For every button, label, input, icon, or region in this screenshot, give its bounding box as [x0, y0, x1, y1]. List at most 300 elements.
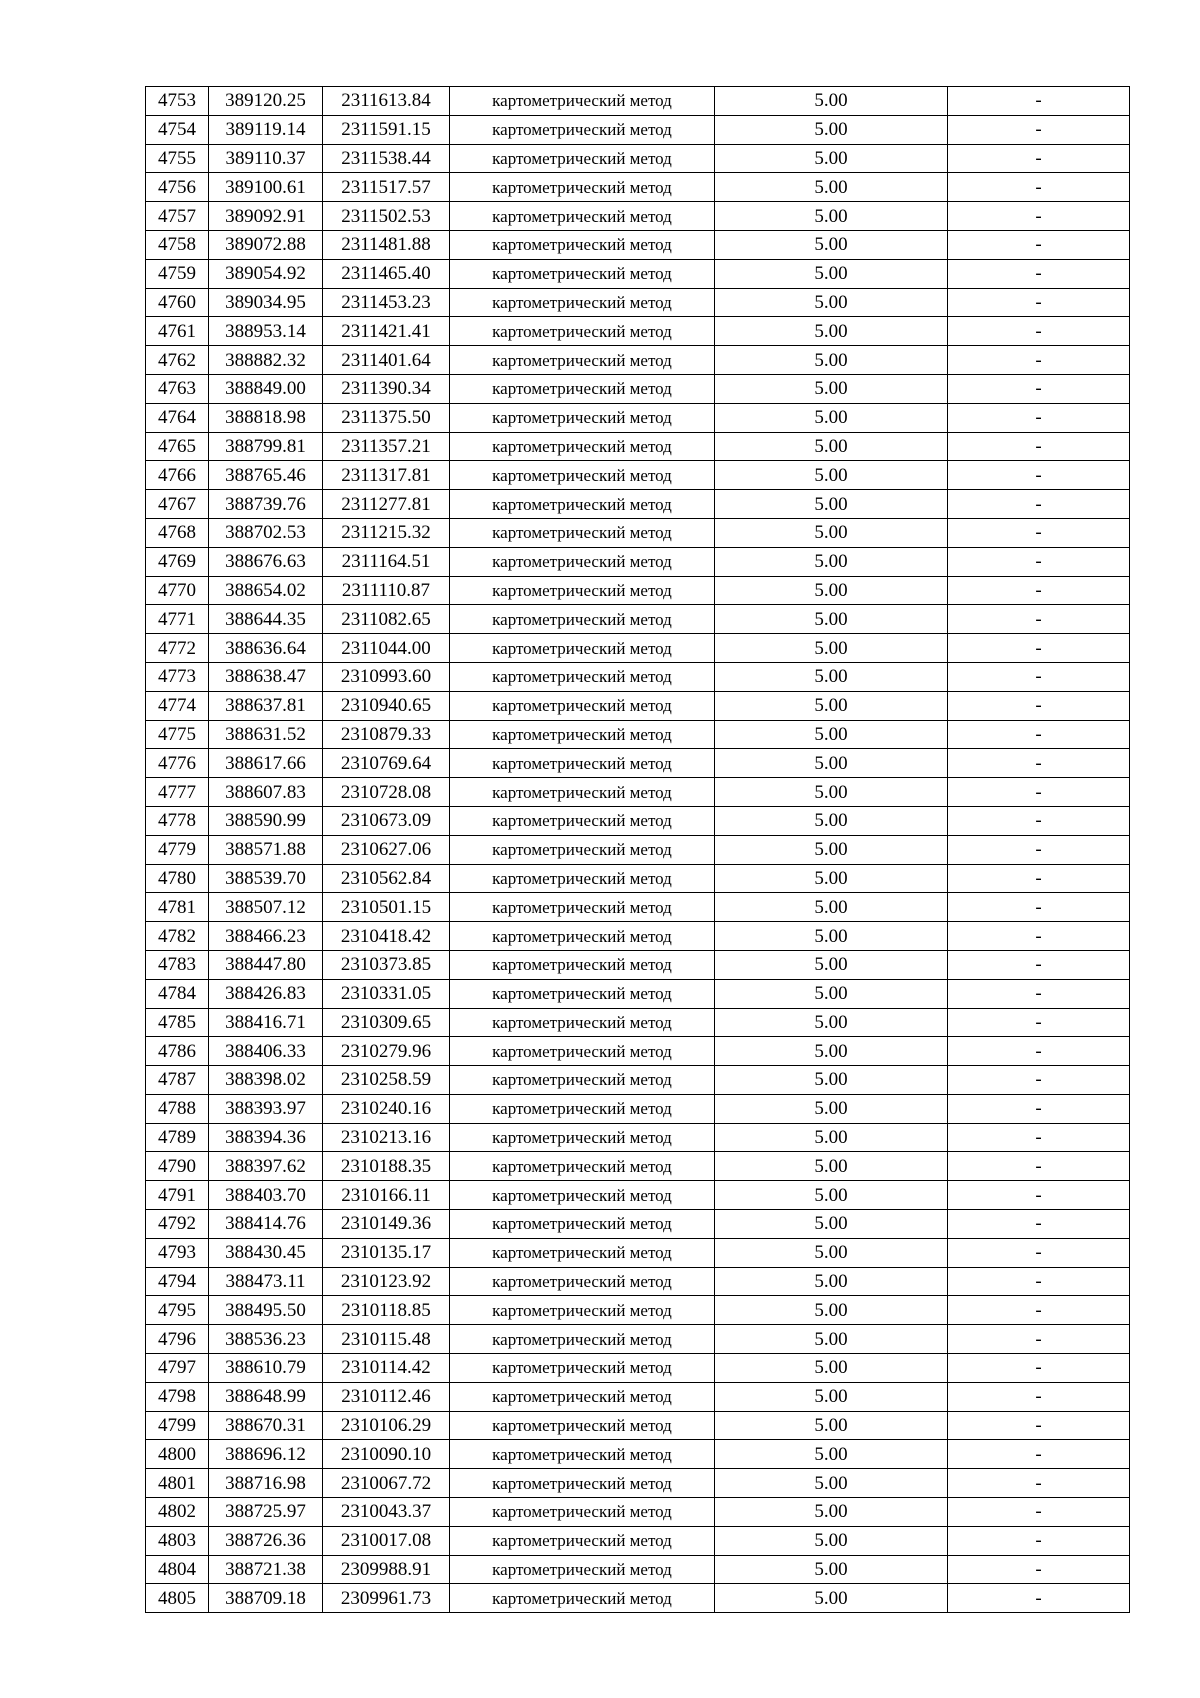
note-cell: -: [948, 1066, 1130, 1095]
accuracy-cell: 5.00: [715, 461, 948, 490]
y-coordinate-cell: 2310258.59: [323, 1066, 450, 1095]
table-row: [146, 864, 1130, 893]
accuracy-cell: 5.00: [715, 1123, 948, 1152]
note-cell: -: [948, 230, 1130, 259]
accuracy-cell: 5.00: [715, 1008, 948, 1037]
x-coordinate-cell: 388398.02: [209, 1066, 323, 1095]
table-row: [146, 374, 1130, 403]
method-cell: картометрический метод: [450, 662, 715, 691]
table-row: [146, 806, 1130, 835]
y-coordinate-cell: 2310240.16: [323, 1094, 450, 1123]
method-cell: картометрический метод: [450, 1526, 715, 1555]
y-coordinate-cell: 2310115.48: [323, 1325, 450, 1354]
note-cell: -: [948, 950, 1130, 979]
method-cell: картометрический метод: [450, 893, 715, 922]
table-row: [146, 346, 1130, 375]
x-coordinate-cell: 388709.18: [209, 1584, 323, 1613]
x-coordinate-cell: 388739.76: [209, 490, 323, 519]
point-number-cell: 4804: [146, 1555, 209, 1584]
x-coordinate-cell: 388430.45: [209, 1238, 323, 1267]
x-coordinate-cell: 389092.91: [209, 202, 323, 231]
y-coordinate-cell: 2310067.72: [323, 1469, 450, 1498]
x-coordinate-cell: 388536.23: [209, 1325, 323, 1354]
point-number-cell: 4797: [146, 1354, 209, 1383]
note-cell: -: [948, 547, 1130, 576]
table-row: [146, 518, 1130, 547]
note-cell: -: [948, 1210, 1130, 1239]
coordinates-table-body: [146, 87, 1130, 1613]
point-number-cell: 4764: [146, 403, 209, 432]
method-cell: картометрический метод: [450, 202, 715, 231]
table-row: [146, 691, 1130, 720]
accuracy-cell: 5.00: [715, 259, 948, 288]
note-cell: -: [948, 317, 1130, 346]
note-cell: -: [948, 1325, 1130, 1354]
x-coordinate-cell: 388654.02: [209, 576, 323, 605]
accuracy-cell: 5.00: [715, 864, 948, 893]
table-row: [146, 1469, 1130, 1498]
accuracy-cell: 5.00: [715, 1267, 948, 1296]
accuracy-cell: 5.00: [715, 605, 948, 634]
method-cell: картометрический метод: [450, 1238, 715, 1267]
x-coordinate-cell: 388636.64: [209, 634, 323, 663]
accuracy-cell: 5.00: [715, 202, 948, 231]
accuracy-cell: 5.00: [715, 1152, 948, 1181]
point-number-cell: 4782: [146, 922, 209, 951]
point-number-cell: 4771: [146, 605, 209, 634]
accuracy-cell: 5.00: [715, 288, 948, 317]
table-row: [146, 1210, 1130, 1239]
accuracy-cell: 5.00: [715, 1584, 948, 1613]
method-cell: картометрический метод: [450, 1181, 715, 1210]
x-coordinate-cell: 388426.83: [209, 979, 323, 1008]
y-coordinate-cell: 2311110.87: [323, 576, 450, 605]
y-coordinate-cell: 2311465.40: [323, 259, 450, 288]
y-coordinate-cell: 2311082.65: [323, 605, 450, 634]
point-number-cell: 4761: [146, 317, 209, 346]
accuracy-cell: 5.00: [715, 1066, 948, 1095]
y-coordinate-cell: 2311164.51: [323, 547, 450, 576]
x-coordinate-cell: 389072.88: [209, 230, 323, 259]
table-row: [146, 1584, 1130, 1613]
point-number-cell: 4773: [146, 662, 209, 691]
table-row: [146, 1181, 1130, 1210]
note-cell: -: [948, 518, 1130, 547]
note-cell: -: [948, 1123, 1130, 1152]
accuracy-cell: 5.00: [715, 835, 948, 864]
y-coordinate-cell: 2310879.33: [323, 720, 450, 749]
y-coordinate-cell: 2311517.57: [323, 173, 450, 202]
note-cell: -: [948, 634, 1130, 663]
y-coordinate-cell: 2310123.92: [323, 1267, 450, 1296]
y-coordinate-cell: 2311401.64: [323, 346, 450, 375]
point-number-cell: 4772: [146, 634, 209, 663]
method-cell: картометрический метод: [450, 259, 715, 288]
table-row: [146, 1037, 1130, 1066]
method-cell: картометрический метод: [450, 1411, 715, 1440]
note-cell: -: [948, 1267, 1130, 1296]
y-coordinate-cell: 2310331.05: [323, 979, 450, 1008]
note-cell: -: [948, 202, 1130, 231]
table-row: [146, 288, 1130, 317]
accuracy-cell: 5.00: [715, 922, 948, 951]
accuracy-cell: 5.00: [715, 806, 948, 835]
accuracy-cell: 5.00: [715, 432, 948, 461]
y-coordinate-cell: 2310501.15: [323, 893, 450, 922]
method-cell: картометрический метод: [450, 346, 715, 375]
y-coordinate-cell: 2310418.42: [323, 922, 450, 951]
x-coordinate-cell: 388571.88: [209, 835, 323, 864]
x-coordinate-cell: 389054.92: [209, 259, 323, 288]
y-coordinate-cell: 2311613.84: [323, 87, 450, 116]
x-coordinate-cell: 388393.97: [209, 1094, 323, 1123]
table-row: [146, 1152, 1130, 1181]
x-coordinate-cell: 388953.14: [209, 317, 323, 346]
accuracy-cell: 5.00: [715, 317, 948, 346]
table-row: [146, 893, 1130, 922]
method-cell: картометрический метод: [450, 1123, 715, 1152]
x-coordinate-cell: 388495.50: [209, 1296, 323, 1325]
note-cell: -: [948, 1498, 1130, 1527]
accuracy-cell: 5.00: [715, 403, 948, 432]
method-cell: картометрический метод: [450, 1296, 715, 1325]
y-coordinate-cell: 2311421.41: [323, 317, 450, 346]
table-row: [146, 605, 1130, 634]
accuracy-cell: 5.00: [715, 518, 948, 547]
x-coordinate-cell: 388507.12: [209, 893, 323, 922]
point-number-cell: 4796: [146, 1325, 209, 1354]
note-cell: -: [948, 490, 1130, 519]
table-row: [146, 1498, 1130, 1527]
accuracy-cell: 5.00: [715, 1411, 948, 1440]
table-row: [146, 1296, 1130, 1325]
y-coordinate-cell: 2310135.17: [323, 1238, 450, 1267]
table-row: [146, 259, 1130, 288]
method-cell: картометрический метод: [450, 461, 715, 490]
point-number-cell: 4777: [146, 778, 209, 807]
table-row: [146, 950, 1130, 979]
note-cell: -: [948, 922, 1130, 951]
method-cell: картометрический метод: [450, 1152, 715, 1181]
table-row: [146, 922, 1130, 951]
x-coordinate-cell: 388607.83: [209, 778, 323, 807]
x-coordinate-cell: 388676.63: [209, 547, 323, 576]
table-row: [146, 576, 1130, 605]
point-number-cell: 4780: [146, 864, 209, 893]
method-cell: картометрический метод: [450, 634, 715, 663]
point-number-cell: 4760: [146, 288, 209, 317]
y-coordinate-cell: 2310043.37: [323, 1498, 450, 1527]
x-coordinate-cell: 388644.35: [209, 605, 323, 634]
x-coordinate-cell: 388882.32: [209, 346, 323, 375]
accuracy-cell: 5.00: [715, 893, 948, 922]
note-cell: -: [948, 1008, 1130, 1037]
x-coordinate-cell: 389119.14: [209, 115, 323, 144]
point-number-cell: 4770: [146, 576, 209, 605]
y-coordinate-cell: 2311538.44: [323, 144, 450, 173]
x-coordinate-cell: 388818.98: [209, 403, 323, 432]
point-number-cell: 4758: [146, 230, 209, 259]
note-cell: -: [948, 778, 1130, 807]
y-coordinate-cell: 2310728.08: [323, 778, 450, 807]
accuracy-cell: 5.00: [715, 634, 948, 663]
point-number-cell: 4756: [146, 173, 209, 202]
note-cell: -: [948, 1526, 1130, 1555]
note-cell: -: [948, 893, 1130, 922]
note-cell: -: [948, 87, 1130, 116]
y-coordinate-cell: 2310562.84: [323, 864, 450, 893]
note-cell: -: [948, 288, 1130, 317]
table-row: [146, 835, 1130, 864]
note-cell: -: [948, 259, 1130, 288]
coordinates-table: [145, 86, 1130, 1613]
y-coordinate-cell: 2310213.16: [323, 1123, 450, 1152]
table-row: [146, 87, 1130, 116]
y-coordinate-cell: 2310017.08: [323, 1526, 450, 1555]
point-number-cell: 4754: [146, 115, 209, 144]
point-number-cell: 4776: [146, 749, 209, 778]
method-cell: картометрический метод: [450, 691, 715, 720]
note-cell: -: [948, 1440, 1130, 1469]
x-coordinate-cell: 389100.61: [209, 173, 323, 202]
accuracy-cell: 5.00: [715, 662, 948, 691]
y-coordinate-cell: 2311591.15: [323, 115, 450, 144]
table-row: [146, 1066, 1130, 1095]
method-cell: картометрический метод: [450, 950, 715, 979]
note-cell: -: [948, 374, 1130, 403]
point-number-cell: 4762: [146, 346, 209, 375]
accuracy-cell: 5.00: [715, 1382, 948, 1411]
method-cell: картометрический метод: [450, 317, 715, 346]
note-cell: -: [948, 1094, 1130, 1123]
x-coordinate-cell: 388799.81: [209, 432, 323, 461]
point-number-cell: 4790: [146, 1152, 209, 1181]
method-cell: картометрический метод: [450, 720, 715, 749]
method-cell: картометрический метод: [450, 864, 715, 893]
point-number-cell: 4768: [146, 518, 209, 547]
x-coordinate-cell: 388610.79: [209, 1354, 323, 1383]
method-cell: картометрический метод: [450, 115, 715, 144]
table-row: [146, 1382, 1130, 1411]
table-row: [146, 634, 1130, 663]
x-coordinate-cell: 389120.25: [209, 87, 323, 116]
note-cell: -: [948, 1238, 1130, 1267]
y-coordinate-cell: 2310114.42: [323, 1354, 450, 1383]
point-number-cell: 4798: [146, 1382, 209, 1411]
table-row: [146, 1094, 1130, 1123]
x-coordinate-cell: 388414.76: [209, 1210, 323, 1239]
x-coordinate-cell: 388725.97: [209, 1498, 323, 1527]
point-number-cell: 4779: [146, 835, 209, 864]
x-coordinate-cell: 389034.95: [209, 288, 323, 317]
note-cell: -: [948, 1411, 1130, 1440]
accuracy-cell: 5.00: [715, 490, 948, 519]
x-coordinate-cell: 388716.98: [209, 1469, 323, 1498]
method-cell: картометрический метод: [450, 835, 715, 864]
x-coordinate-cell: 388394.36: [209, 1123, 323, 1152]
x-coordinate-cell: 388466.23: [209, 922, 323, 951]
accuracy-cell: 5.00: [715, 115, 948, 144]
method-cell: картометрический метод: [450, 518, 715, 547]
accuracy-cell: 5.00: [715, 979, 948, 1008]
y-coordinate-cell: 2311357.21: [323, 432, 450, 461]
method-cell: картометрический метод: [450, 1469, 715, 1498]
point-number-cell: 4794: [146, 1267, 209, 1296]
note-cell: -: [948, 806, 1130, 835]
accuracy-cell: 5.00: [715, 1238, 948, 1267]
x-coordinate-cell: 388638.47: [209, 662, 323, 691]
point-number-cell: 4767: [146, 490, 209, 519]
y-coordinate-cell: 2310106.29: [323, 1411, 450, 1440]
y-coordinate-cell: 2310940.65: [323, 691, 450, 720]
x-coordinate-cell: 388721.38: [209, 1555, 323, 1584]
point-number-cell: 4795: [146, 1296, 209, 1325]
note-cell: -: [948, 1354, 1130, 1383]
y-coordinate-cell: 2310188.35: [323, 1152, 450, 1181]
accuracy-cell: 5.00: [715, 1037, 948, 1066]
accuracy-cell: 5.00: [715, 374, 948, 403]
method-cell: картометрический метод: [450, 1584, 715, 1613]
accuracy-cell: 5.00: [715, 691, 948, 720]
method-cell: картометрический метод: [450, 1440, 715, 1469]
x-coordinate-cell: 388696.12: [209, 1440, 323, 1469]
accuracy-cell: 5.00: [715, 173, 948, 202]
y-coordinate-cell: 2311375.50: [323, 403, 450, 432]
method-cell: картометрический метод: [450, 490, 715, 519]
point-number-cell: 4784: [146, 979, 209, 1008]
point-number-cell: 4791: [146, 1181, 209, 1210]
point-number-cell: 4786: [146, 1037, 209, 1066]
note-cell: -: [948, 461, 1130, 490]
table-row: [146, 720, 1130, 749]
method-cell: картометрический метод: [450, 1094, 715, 1123]
method-cell: картометрический метод: [450, 1325, 715, 1354]
table-row: [146, 461, 1130, 490]
table-row: [146, 490, 1130, 519]
accuracy-cell: 5.00: [715, 1555, 948, 1584]
method-cell: картометрический метод: [450, 230, 715, 259]
method-cell: картометрический метод: [450, 403, 715, 432]
point-number-cell: 4787: [146, 1066, 209, 1095]
method-cell: картометрический метод: [450, 432, 715, 461]
note-cell: -: [948, 173, 1130, 202]
y-coordinate-cell: 2310373.85: [323, 950, 450, 979]
method-cell: картометрический метод: [450, 806, 715, 835]
y-coordinate-cell: 2311390.34: [323, 374, 450, 403]
note-cell: -: [948, 605, 1130, 634]
x-coordinate-cell: 388397.62: [209, 1152, 323, 1181]
accuracy-cell: 5.00: [715, 1296, 948, 1325]
table-row: [146, 1555, 1130, 1584]
accuracy-cell: 5.00: [715, 1354, 948, 1383]
point-number-cell: 4766: [146, 461, 209, 490]
table-row: [146, 144, 1130, 173]
x-coordinate-cell: 388617.66: [209, 749, 323, 778]
table-row: [146, 432, 1130, 461]
point-number-cell: 4803: [146, 1526, 209, 1555]
accuracy-cell: 5.00: [715, 1181, 948, 1210]
table-row: [146, 1238, 1130, 1267]
y-coordinate-cell: 2311277.81: [323, 490, 450, 519]
table-row: [146, 1123, 1130, 1152]
point-number-cell: 4775: [146, 720, 209, 749]
accuracy-cell: 5.00: [715, 87, 948, 116]
method-cell: картометрический метод: [450, 749, 715, 778]
note-cell: -: [948, 144, 1130, 173]
point-number-cell: 4774: [146, 691, 209, 720]
table-row: [146, 115, 1130, 144]
x-coordinate-cell: 388631.52: [209, 720, 323, 749]
note-cell: -: [948, 1555, 1130, 1584]
table-row: [146, 1440, 1130, 1469]
note-cell: -: [948, 864, 1130, 893]
x-coordinate-cell: 388590.99: [209, 806, 323, 835]
method-cell: картометрический метод: [450, 605, 715, 634]
table-row: [146, 1267, 1130, 1296]
x-coordinate-cell: 388726.36: [209, 1526, 323, 1555]
accuracy-cell: 5.00: [715, 1210, 948, 1239]
x-coordinate-cell: 388849.00: [209, 374, 323, 403]
method-cell: картометрический метод: [450, 1008, 715, 1037]
table-row: [146, 403, 1130, 432]
accuracy-cell: 5.00: [715, 144, 948, 173]
point-number-cell: 4765: [146, 432, 209, 461]
method-cell: картометрический метод: [450, 979, 715, 1008]
accuracy-cell: 5.00: [715, 1325, 948, 1354]
accuracy-cell: 5.00: [715, 720, 948, 749]
point-number-cell: 4769: [146, 547, 209, 576]
y-coordinate-cell: 2310118.85: [323, 1296, 450, 1325]
note-cell: -: [948, 576, 1130, 605]
table-row: [146, 202, 1130, 231]
method-cell: картометрический метод: [450, 1267, 715, 1296]
y-coordinate-cell: 2311453.23: [323, 288, 450, 317]
method-cell: картометрический метод: [450, 288, 715, 317]
note-cell: -: [948, 979, 1130, 1008]
method-cell: картометрический метод: [450, 1037, 715, 1066]
table-row: [146, 778, 1130, 807]
accuracy-cell: 5.00: [715, 1440, 948, 1469]
note-cell: -: [948, 1584, 1130, 1613]
accuracy-cell: 5.00: [715, 1498, 948, 1527]
y-coordinate-cell: 2310112.46: [323, 1382, 450, 1411]
method-cell: картометрический метод: [450, 576, 715, 605]
y-coordinate-cell: 2309988.91: [323, 1555, 450, 1584]
table-row: [146, 1354, 1130, 1383]
table-row: [146, 547, 1130, 576]
point-number-cell: 4788: [146, 1094, 209, 1123]
method-cell: картометрический метод: [450, 374, 715, 403]
y-coordinate-cell: 2310309.65: [323, 1008, 450, 1037]
note-cell: -: [948, 1469, 1130, 1498]
point-number-cell: 4755: [146, 144, 209, 173]
x-coordinate-cell: 388702.53: [209, 518, 323, 547]
y-coordinate-cell: 2310673.09: [323, 806, 450, 835]
method-cell: картометрический метод: [450, 778, 715, 807]
point-number-cell: 4757: [146, 202, 209, 231]
accuracy-cell: 5.00: [715, 1526, 948, 1555]
note-cell: -: [948, 691, 1130, 720]
accuracy-cell: 5.00: [715, 346, 948, 375]
y-coordinate-cell: 2310149.36: [323, 1210, 450, 1239]
accuracy-cell: 5.00: [715, 230, 948, 259]
x-coordinate-cell: 389110.37: [209, 144, 323, 173]
y-coordinate-cell: 2310166.11: [323, 1181, 450, 1210]
point-number-cell: 4763: [146, 374, 209, 403]
y-coordinate-cell: 2311215.32: [323, 518, 450, 547]
table-row: [146, 1526, 1130, 1555]
method-cell: картометрический метод: [450, 144, 715, 173]
